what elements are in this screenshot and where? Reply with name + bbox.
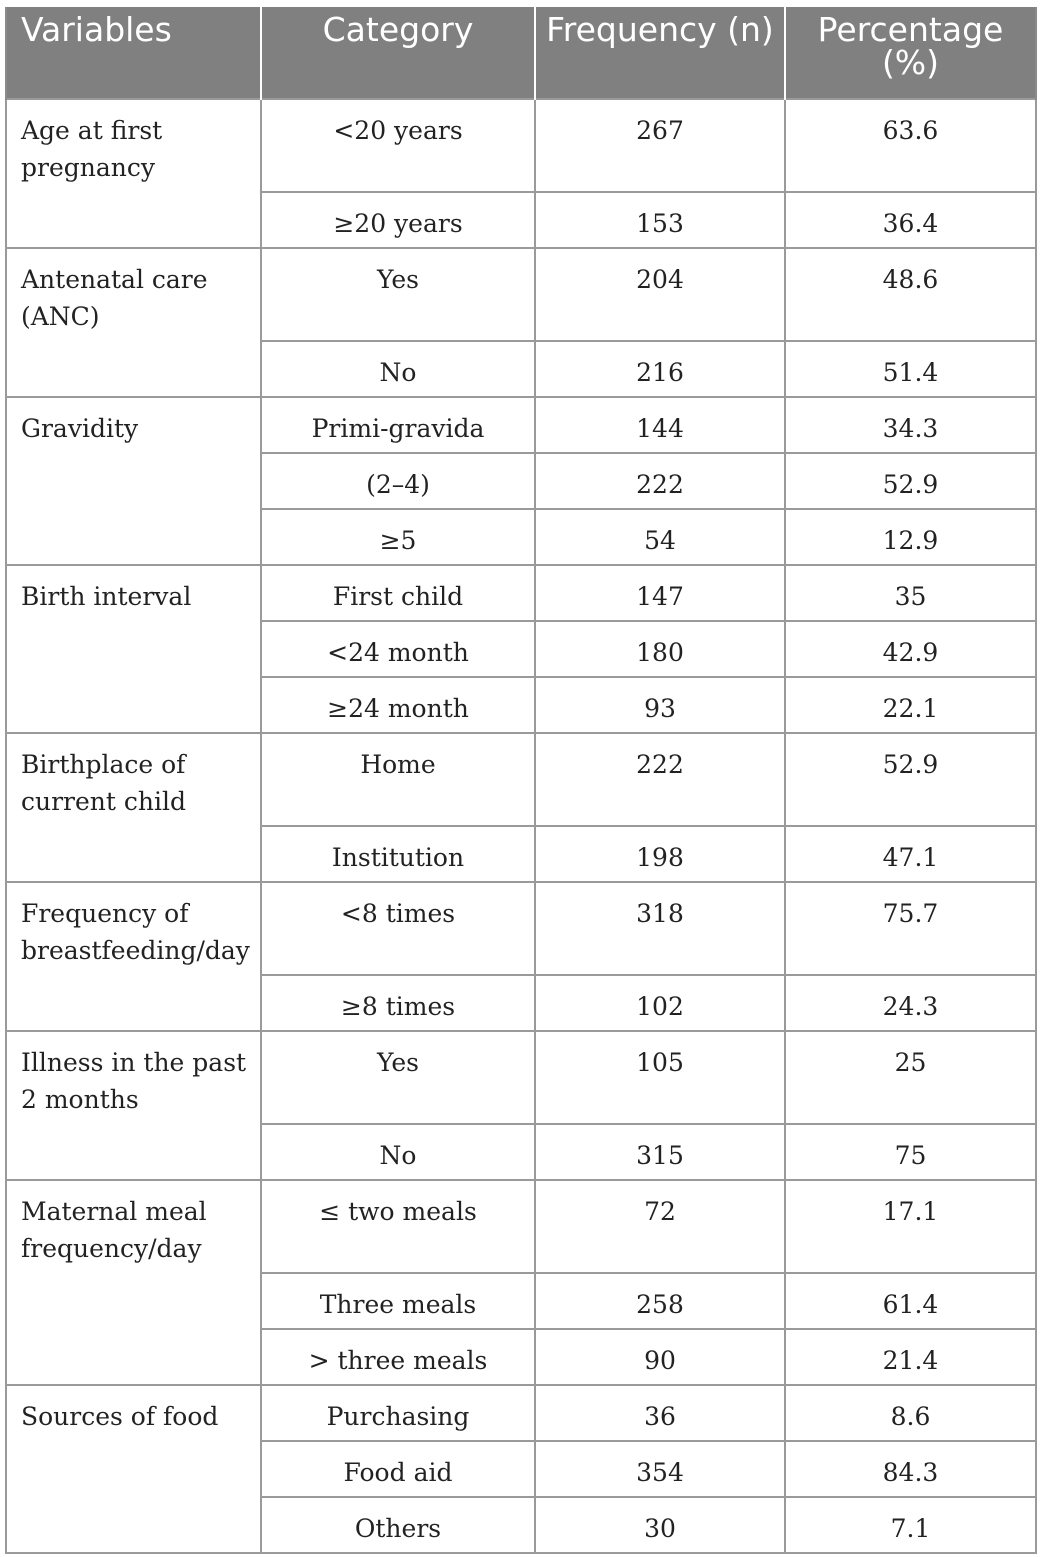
percentage-cell: 21.4: [785, 1329, 1036, 1385]
category-cell: ≥24 month: [261, 677, 535, 733]
variable-cell: Birth interval: [6, 565, 261, 733]
percentage-cell: 22.1: [785, 677, 1036, 733]
percentage-cell: 63.6: [785, 99, 1036, 192]
category-cell: ≤ two meals: [261, 1180, 535, 1273]
percentage-cell: 52.9: [785, 453, 1036, 509]
header-category: Category: [261, 7, 535, 99]
frequency-cell: 105: [535, 1031, 785, 1124]
category-cell: Institution: [261, 826, 535, 882]
percentage-cell: 48.6: [785, 248, 1036, 341]
frequency-cell: 90: [535, 1329, 785, 1385]
category-cell: ≥20 years: [261, 192, 535, 248]
variable-cell: Age at first pregnancy: [6, 99, 261, 248]
frequency-cell: 153: [535, 192, 785, 248]
frequency-cell: 258: [535, 1273, 785, 1329]
variable-cell: Antenatal care (ANC): [6, 248, 261, 397]
table-row: [6, 733, 1036, 826]
percentage-cell: 7.1: [785, 1497, 1036, 1553]
frequency-cell: 54: [535, 509, 785, 565]
variable-cell: Illness in the past 2 months: [6, 1031, 261, 1180]
header-row: [6, 7, 1036, 99]
category-cell: No: [261, 1124, 535, 1180]
header-percentage: Percentage (%): [785, 7, 1036, 99]
frequency-cell: 354: [535, 1441, 785, 1497]
category-cell: No: [261, 341, 535, 397]
frequency-cell: 204: [535, 248, 785, 341]
header-frequency: Frequency (n): [535, 7, 785, 99]
table-body: [6, 99, 1036, 1553]
frequency-cell: 267: [535, 99, 785, 192]
percentage-cell: 61.4: [785, 1273, 1036, 1329]
variable-cell: Sources of food: [6, 1385, 261, 1553]
variable-cell: Gravidity: [6, 397, 261, 565]
table-row: [6, 1031, 1036, 1124]
table-row: [6, 99, 1036, 192]
header-variables: Variables: [6, 7, 261, 99]
frequency-cell: 222: [535, 453, 785, 509]
percentage-cell: 17.1: [785, 1180, 1036, 1273]
category-cell: ≥5: [261, 509, 535, 565]
frequency-cell: 36: [535, 1385, 785, 1441]
table-header: [6, 7, 1036, 99]
category-cell: (2–4): [261, 453, 535, 509]
category-cell: ≥8 times: [261, 975, 535, 1031]
table-row: [6, 397, 1036, 453]
percentage-cell: 24.3: [785, 975, 1036, 1031]
percentage-cell: 25: [785, 1031, 1036, 1124]
percentage-cell: 35: [785, 565, 1036, 621]
category-cell: Food aid: [261, 1441, 535, 1497]
category-cell: Home: [261, 733, 535, 826]
frequency-cell: 147: [535, 565, 785, 621]
category-cell: Primi-gravida: [261, 397, 535, 453]
percentage-cell: 36.4: [785, 192, 1036, 248]
category-cell: First child: [261, 565, 535, 621]
category-cell: Yes: [261, 248, 535, 341]
table-row: [6, 1385, 1036, 1441]
frequency-cell: 30: [535, 1497, 785, 1553]
percentage-cell: 51.4: [785, 341, 1036, 397]
category-cell: Three meals: [261, 1273, 535, 1329]
table-row: [6, 1180, 1036, 1273]
percentage-cell: 84.3: [785, 1441, 1036, 1497]
percentage-cell: 52.9: [785, 733, 1036, 826]
variable-cell: Frequency of breastfeeding/day: [6, 882, 261, 1031]
frequency-cell: 144: [535, 397, 785, 453]
category-cell: <8 times: [261, 882, 535, 975]
percentage-cell: 34.3: [785, 397, 1036, 453]
frequency-cell: 198: [535, 826, 785, 882]
frequency-cell: 102: [535, 975, 785, 1031]
percentage-cell: 47.1: [785, 826, 1036, 882]
table-row: [6, 248, 1036, 341]
category-cell: > three meals: [261, 1329, 535, 1385]
percentage-cell: 8.6: [785, 1385, 1036, 1441]
variable-cell: Maternal meal frequency/day: [6, 1180, 261, 1385]
frequency-cell: 222: [535, 733, 785, 826]
table-row: [6, 882, 1036, 975]
percentage-cell: 42.9: [785, 621, 1036, 677]
frequency-cell: 318: [535, 882, 785, 975]
percentage-cell: 12.9: [785, 509, 1036, 565]
frequency-cell: 72: [535, 1180, 785, 1273]
category-cell: <24 month: [261, 621, 535, 677]
percentage-cell: 75.7: [785, 882, 1036, 975]
category-cell: Purchasing: [261, 1385, 535, 1441]
frequency-cell: 315: [535, 1124, 785, 1180]
category-cell: <20 years: [261, 99, 535, 192]
category-cell: Others: [261, 1497, 535, 1553]
frequency-cell: 93: [535, 677, 785, 733]
percentage-cell: 75: [785, 1124, 1036, 1180]
table-row: [6, 565, 1036, 621]
variable-cell: Birthplace of current child: [6, 733, 261, 882]
category-cell: Yes: [261, 1031, 535, 1124]
data-table: [5, 7, 1037, 1554]
frequency-cell: 180: [535, 621, 785, 677]
frequency-cell: 216: [535, 341, 785, 397]
